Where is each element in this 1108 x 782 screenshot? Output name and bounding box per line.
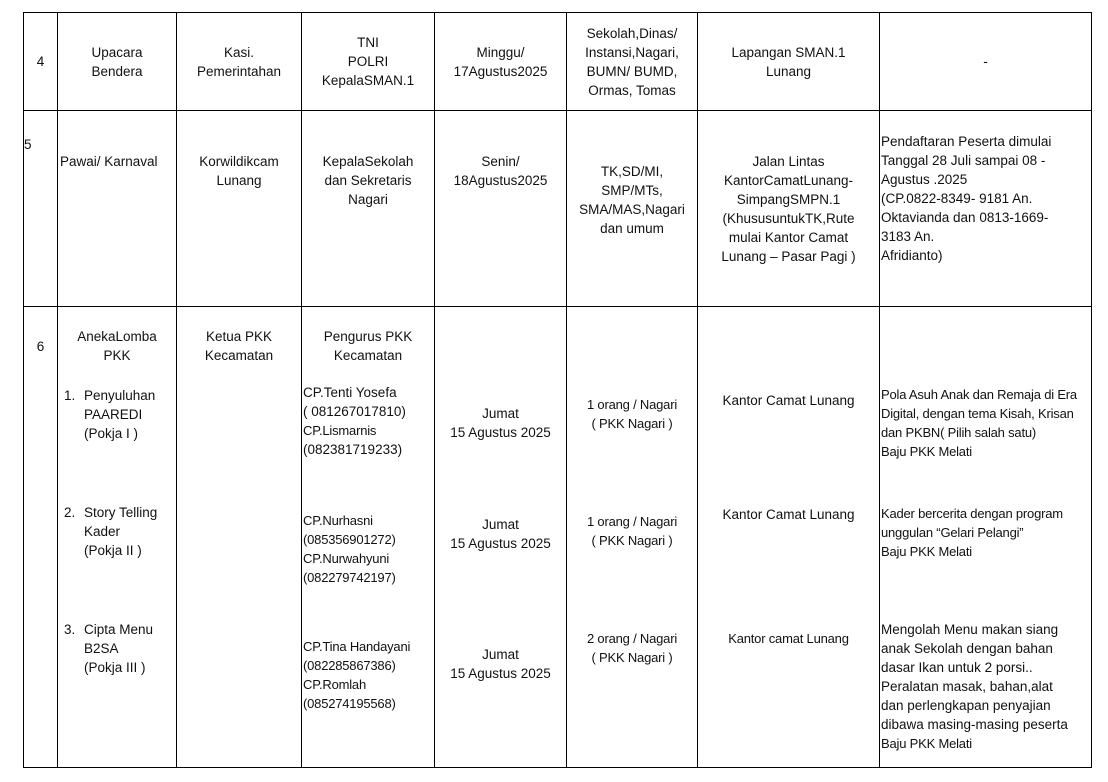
date-cell: Jumat 15 Agustus 2025 Jumat 15 Agustus 2025 Jumat 15 Agustus 2025 xyxy=(435,307,567,768)
participants-cell: Sekolah,Dinas/ Instansi,Nagari, BUMN/ BUMD, Ormas, Tomas xyxy=(567,13,698,111)
notes-cell: Pola Asuh Anak dan Remaja di Era Digital, dengan tema Kisah, Krisan dan PKBN( Pilih salah satu) Baju PKK Melati Kader bercerita dengan program unggulan “Gelari Pelangi” Baju PKK Melati Mengolah Menu makan siang anak Sekolah dengan bahan dasar Ikan untuk 2 porsi.. Peralatan masak, bahan,alat dan perlengkapan penyajian dibawa masing-masing peserta Baju PKK Melati xyxy=(880,307,1092,768)
row-number: 6 xyxy=(24,307,58,768)
schedule-table xyxy=(23,12,1092,768)
participants-cell: 1 orang / Nagari ( PKK Nagari ) 1 orang / Nagari ( PKK Nagari ) 2 orang / Nagari ( PKK Nagari ) xyxy=(567,307,698,768)
notes-cell: Pendaftaran Peserta dimulai Tanggal 28 Juli sampai 08 - Agustus .2025 (CP.0822-8349- 9181 An. Oktavianda dan 0813-1669- 3183 An. Afridianto) xyxy=(880,111,1092,307)
responsible-cell: Kasi. Pemerintahan xyxy=(177,13,302,111)
table-row xyxy=(24,307,1092,768)
responsible-cell: Ketua PKK Kecamatan xyxy=(177,307,302,768)
organizer-cell: TNI POLRI KepalaSMAN.1 xyxy=(302,13,435,111)
row-number: 4 xyxy=(24,13,58,111)
row-number: 5 xyxy=(24,111,58,307)
responsible-cell: Korwildikcam Lunang xyxy=(177,111,302,307)
organizer-cell: KepalaSekolah dan Sekretaris Nagari xyxy=(302,111,435,307)
table-row xyxy=(24,13,1092,111)
table-row xyxy=(24,111,1092,307)
date-cell: Senin/ 18Agustus2025 xyxy=(435,111,567,307)
activity-cell: Pawai/ Karnaval xyxy=(58,111,177,307)
notes-cell: - xyxy=(880,13,1092,111)
list-item: 2. Story Telling Kader (Pokja II ) xyxy=(64,505,158,558)
location-cell: Jalan Lintas KantorCamatLunang- SimpangSMPN.1 (KhususuntukTK,Rute mulai Kantor Camat Lunang – Pasar Pagi ) xyxy=(698,111,880,307)
location-cell: Lapangan SMAN.1 Lunang xyxy=(698,13,880,111)
date-cell: Minggu/ 17Agustus2025 xyxy=(435,13,567,111)
activity-cell: AnekaLomba PKK 1. Penyuluhan PAAREDI (Pokja I ) 2. Story Telling Kader (Pokja II ) 3. Cipta Menu B2SA (Pokja III ) xyxy=(58,307,177,768)
participants-cell: TK,SD/MI, SMP/MTs, SMA/MAS,Nagari dan umum xyxy=(567,111,698,307)
organizer-cell: Pengurus PKK Kecamatan CP.Tenti Yosefa ( 081267017810) CP.Lismarnis (082381719233) CP.Nurhasni (085356901272) CP.Nurwahyuni (082279742197) CP.Tina Handayani (082285867386) CP.Romlah (085274195568) xyxy=(302,307,435,768)
activity-cell: Upacara Bendera xyxy=(58,13,177,111)
location-cell: Kantor Camat Lunang Kantor Camat Lunang Kantor camat Lunang xyxy=(698,307,880,768)
list-item: 3. Cipta Menu B2SA (Pokja III ) xyxy=(64,622,154,675)
list-item: 1. Penyuluhan PAAREDI (Pokja I ) xyxy=(64,388,156,441)
